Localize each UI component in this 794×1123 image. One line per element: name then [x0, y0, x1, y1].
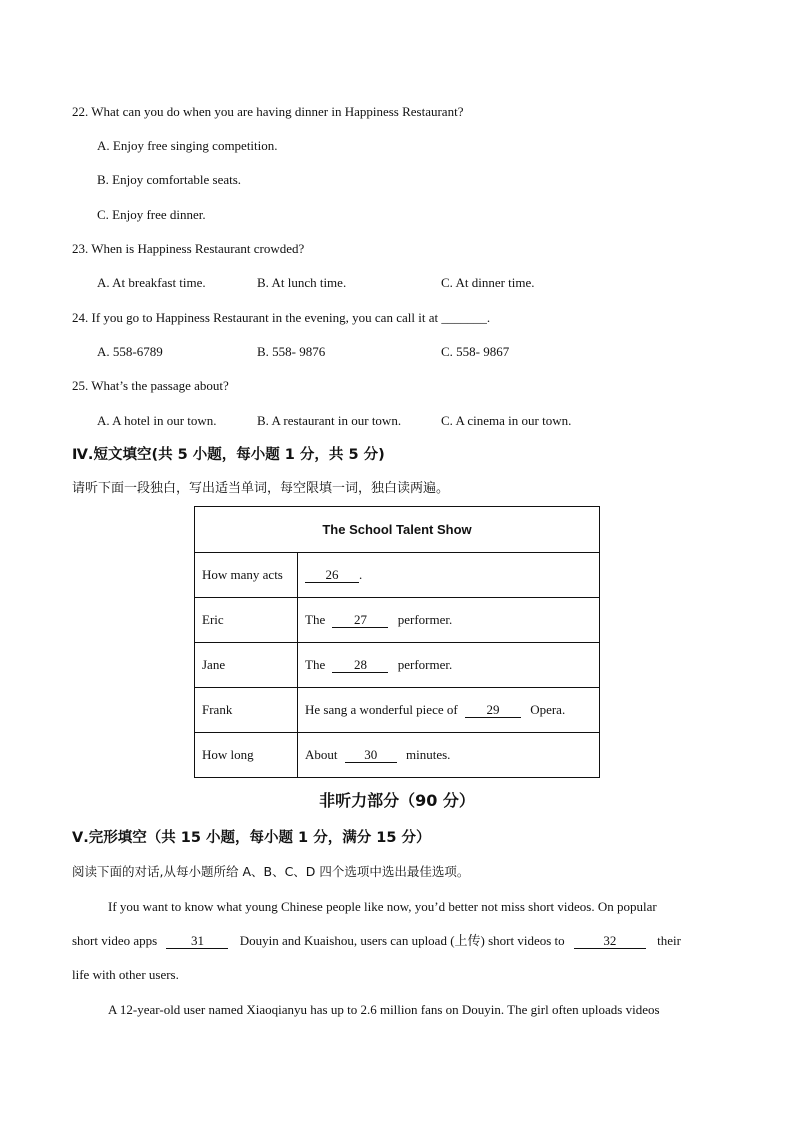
section-4-heading: Ⅳ.短文填空(共 5 小题，每小题 1 分，共 5 分) [72, 447, 385, 463]
passage-text: their [657, 933, 681, 948]
table-row [195, 688, 600, 733]
question-25-option-b: B. A restaurant in our town. [257, 413, 402, 428]
row-label: Eric [195, 598, 298, 643]
passage-line: A 12-year-old user named Xiaoqianyu has up to 2.6 million fans on Douyin. The girl often uploads videos [108, 1002, 660, 1017]
talent-show-table [194, 506, 600, 778]
question-23-option-c: C. At dinner time. [441, 275, 535, 290]
row-pre: About [305, 747, 338, 762]
row-content [298, 598, 600, 643]
question-22-stem: 22. What can you do when you are having dinner in Happiness Restaurant? [72, 104, 464, 119]
row-pre: The [305, 657, 326, 672]
question-22-option-c: C. Enjoy free dinner. [97, 207, 206, 222]
section-4-instruction: 请听下面一段独白，写出适当单词，每空限填一词，独白读两遍。 [72, 481, 450, 496]
row-post: performer. [397, 657, 453, 672]
question-24-option-c: C. 558- 9867 [441, 344, 510, 359]
question-23-stem: 23. When is Happiness Restaurant crowded? [72, 241, 305, 256]
row-post: Opera. [530, 702, 566, 717]
passage-line: If you want to know what young Chinese people like now, you’d better not miss short videos. On popular [108, 899, 657, 914]
question-22-option-a: A. Enjoy free singing competition. [97, 138, 278, 153]
question-25-option-c: C. A cinema in our town. [441, 413, 572, 428]
row-label: How many acts [195, 553, 298, 598]
question-25-option-a: A. A hotel in our town. [97, 413, 217, 428]
question-22-option-b: B. Enjoy comfortable seats. [97, 172, 242, 187]
passage-text: Douyin and Kuaishou, users can upload (上传) short videos to [239, 933, 565, 948]
row-content [298, 643, 600, 688]
table-row [195, 643, 600, 688]
passage-text: short video apps [72, 933, 158, 948]
blank-27: 27 [332, 613, 388, 628]
non-listening-part-title: 非听力部分（90 分） [319, 791, 475, 810]
row-content [298, 688, 600, 733]
table-row [195, 553, 600, 598]
row-label: Frank [195, 688, 298, 733]
question-24-option-b: B. 558- 9876 [257, 344, 326, 359]
row-post: minutes. [406, 747, 451, 762]
blank-31: 31 [166, 934, 228, 949]
row-pre: The [305, 612, 326, 627]
question-24-stem: 24. If you go to Happiness Restaurant in the evening, you can call it at _______. [72, 310, 491, 325]
question-25-stem: 25. What’s the passage about? [72, 378, 229, 393]
blank-29: 29 [465, 703, 521, 718]
blank-32: 32 [574, 934, 646, 949]
row-post: performer. [397, 612, 453, 627]
question-24-option-a: A. 558-6789 [97, 344, 163, 359]
blank-28: 28 [332, 658, 388, 673]
table-header-row [195, 507, 600, 553]
section-5-instruction: 阅读下面的对话,从每小题所给 A、B、C、D 四个选项中选出最佳选项。 [72, 864, 470, 879]
table-row [195, 733, 600, 778]
table-row [195, 598, 600, 643]
row-post: . [359, 567, 363, 582]
row-content [298, 733, 600, 778]
blank-30: 30 [345, 748, 397, 763]
row-label: Jane [195, 643, 298, 688]
table-title: The School Talent Show [195, 507, 600, 553]
blank-26: 26 [305, 568, 359, 583]
section-5-heading: Ⅴ.完形填空（共 15 小题，每小题 1 分，满分 15 分） [72, 830, 431, 846]
passage-line: life with other users. [72, 967, 179, 982]
question-23-option-b: B. At lunch time. [257, 275, 347, 290]
row-pre: He sang a wonderful piece of [305, 702, 458, 717]
question-23-option-a: A. At breakfast time. [97, 275, 206, 290]
row-content [298, 553, 600, 598]
row-label: How long [195, 733, 298, 778]
passage-line [72, 933, 681, 949]
